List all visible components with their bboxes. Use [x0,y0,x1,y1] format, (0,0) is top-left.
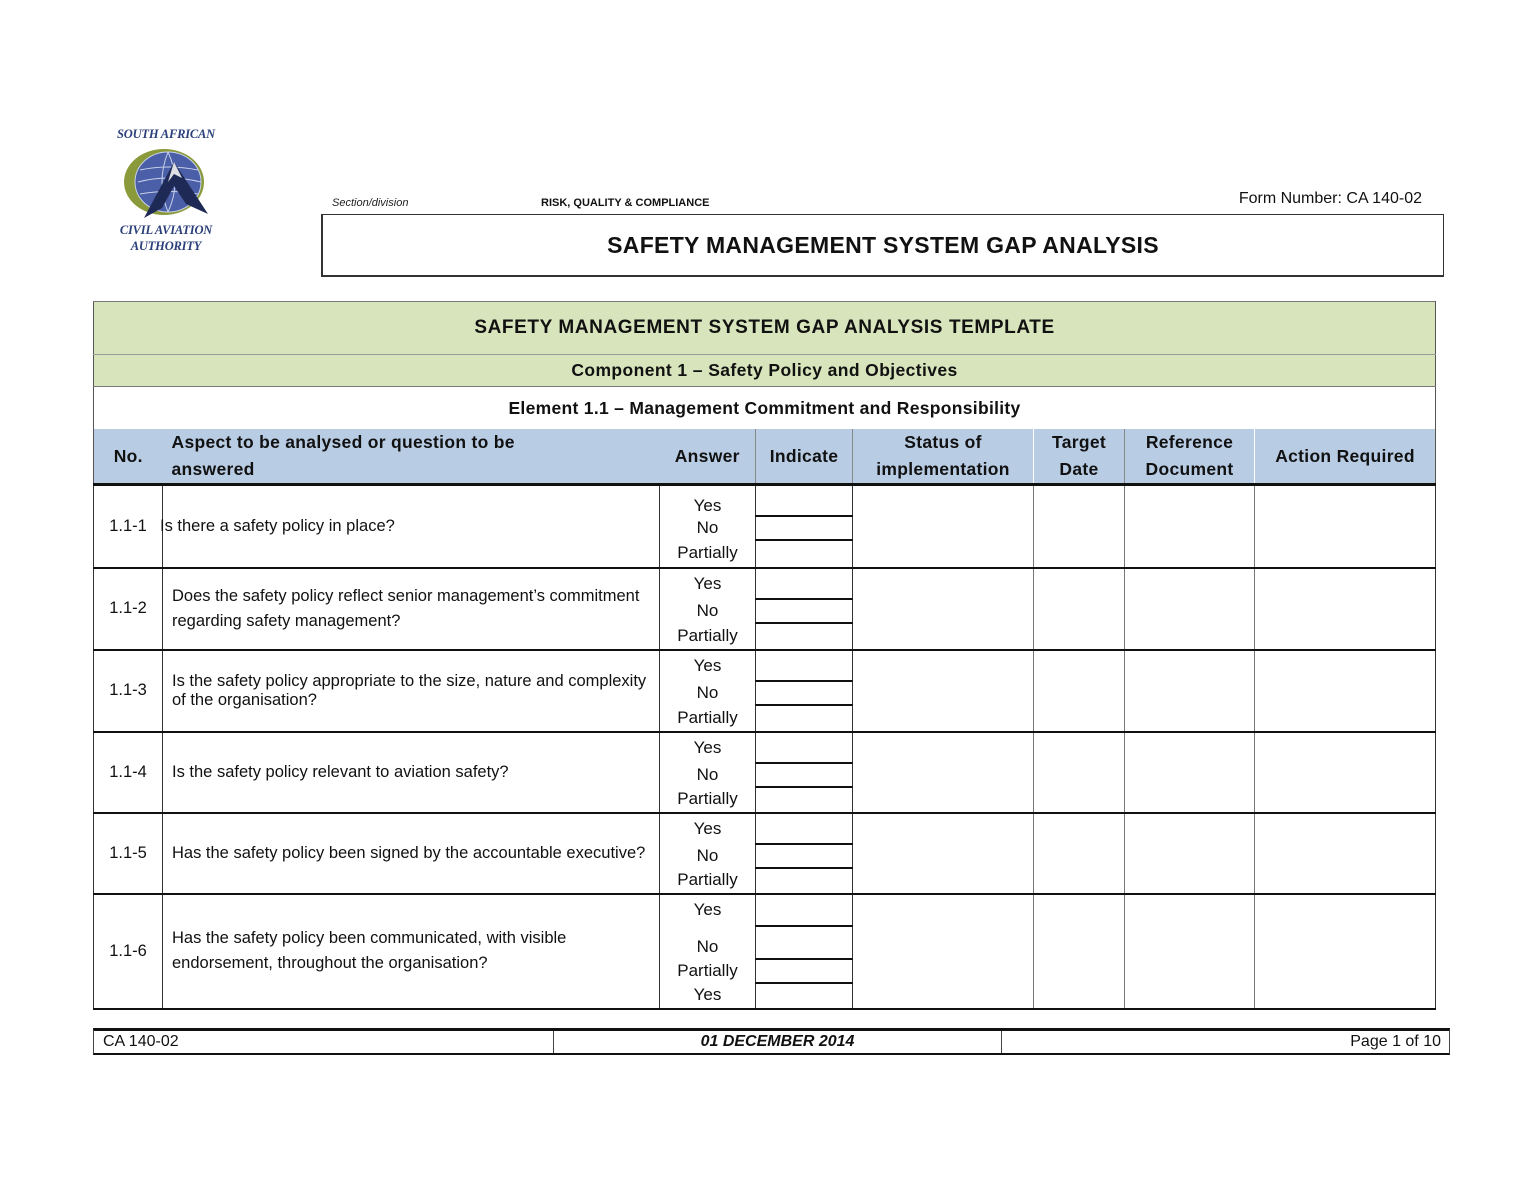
answer-option: No [660,599,756,623]
table-header-row [94,429,1436,485]
section-label: Section/division [332,197,409,209]
col-header-target-date: Target Date [1034,429,1125,485]
reference-cell[interactable] [1125,650,1255,732]
form-number: Form Number: CA 140-02 [1238,190,1422,207]
row-number: 1.1-3 [94,650,163,732]
logo-text-line-1: CIVIL AVIATION [119,223,213,237]
answer-option: Yes [660,485,756,516]
footer-page-number: Page 1 of 10 [1350,1033,1441,1050]
status-cell[interactable] [853,732,1034,813]
row-number: 1.1-5 [94,813,163,894]
row-question: Is the safety policy appropriate to the size, nature and complexity of the organisation? [163,650,660,732]
table-row [94,568,1436,599]
row-number: 1.1-6 [94,894,163,1009]
answer-option: Partially [660,540,756,568]
caa-logo [108,124,224,264]
status-cell[interactable] [853,485,1034,568]
row-question: Has the safety policy been communicated, with visible endorsement, throughout the organisation? [163,894,660,1009]
action-cell[interactable] [1255,894,1436,1009]
indicate-cell[interactable] [756,623,853,650]
table-row [94,813,1436,844]
document-title: SAFETY MANAGEMENT SYSTEM GAP ANALYSIS [607,231,1159,258]
indicate-cell[interactable] [756,983,853,1009]
indicate-cell[interactable] [756,568,853,599]
status-cell[interactable] [853,813,1034,894]
target-date-cell[interactable] [1034,650,1125,732]
target-date-cell[interactable] [1034,485,1125,568]
indicate-cell[interactable] [756,926,853,959]
indicate-cell[interactable] [756,844,853,868]
answer-option: Yes [660,983,756,1009]
answer-option: Partially [660,868,756,894]
footer-doc-code: CA 140-02 [94,1031,554,1053]
answer-option: No [660,763,756,787]
status-cell[interactable] [853,894,1034,1009]
row-number: 1.1-2 [94,568,163,650]
table-row [94,732,1436,763]
answer-option: Yes [660,813,756,844]
answer-option: No [660,926,756,959]
col-header-answer: Answer [660,429,756,485]
col-header-no: No. [94,429,163,485]
indicate-cell[interactable] [756,894,853,926]
template-title: SAFETY MANAGEMENT SYSTEM GAP ANALYSIS TEMPLATE [94,302,1436,355]
table-row [94,650,1436,681]
answer-option: Yes [660,568,756,599]
element-title: Element 1.1 – Management Commitment and Responsibility [94,387,1436,430]
answer-option: Yes [660,732,756,763]
reference-cell[interactable] [1125,732,1255,813]
indicate-cell[interactable] [756,650,853,681]
target-date-cell[interactable] [1034,894,1125,1009]
row-question: Has the safety policy been signed by the accountable executive? [163,813,660,894]
action-cell[interactable] [1255,485,1436,568]
indicate-cell[interactable] [756,959,853,983]
row-question: Is there a safety policy in place? [163,485,660,568]
answer-option: Partially [660,959,756,983]
footer-date: 01 DECEMBER 2014 [554,1031,1002,1053]
globe-mountain-icon [116,144,216,224]
col-header-action: Action Required [1255,429,1436,485]
row-number: 1.1-1 [94,485,163,568]
indicate-cell[interactable] [756,540,853,568]
answer-option: No [660,516,756,540]
action-cell[interactable] [1255,568,1436,650]
indicate-cell[interactable] [756,516,853,540]
reference-cell[interactable] [1125,813,1255,894]
row-number: 1.1-4 [94,732,163,813]
page-footer [93,1028,1450,1055]
row-question: Is the safety policy relevant to aviation safety? [163,732,660,813]
answer-option: Yes [660,894,756,926]
reference-cell[interactable] [1125,568,1255,650]
indicate-cell[interactable] [756,705,853,732]
table-row [94,894,1436,926]
answer-option: Partially [660,705,756,732]
component-title: Component 1 – Safety Policy and Objectives [94,355,1436,387]
indicate-cell[interactable] [756,813,853,844]
action-cell[interactable] [1255,732,1436,813]
indicate-cell[interactable] [756,732,853,763]
indicate-cell[interactable] [756,485,853,516]
target-date-cell[interactable] [1034,813,1125,894]
reference-cell[interactable] [1125,485,1255,568]
indicate-cell[interactable] [756,763,853,787]
reference-cell[interactable] [1125,894,1255,1009]
logo-text-line-2: AUTHORITY [130,239,202,253]
indicate-cell[interactable] [756,787,853,813]
section-value: RISK, QUALITY & COMPLIANCE [541,197,710,209]
col-header-indicate: Indicate [756,429,853,485]
gap-analysis-table [93,301,1436,1010]
target-date-cell[interactable] [1034,568,1125,650]
table-row [94,485,1436,516]
indicate-cell[interactable] [756,868,853,894]
indicate-cell[interactable] [756,681,853,705]
answer-option: Yes [660,650,756,681]
status-cell[interactable] [853,568,1034,650]
action-cell[interactable] [1255,813,1436,894]
answer-option: Partially [660,787,756,813]
answer-option: No [660,844,756,868]
answer-option: Partially [660,623,756,650]
action-cell[interactable] [1255,650,1436,732]
row-question: Does the safety policy reflect senior management’s commitment regarding safety management? [163,568,660,650]
document-title-box [321,214,1444,277]
col-header-reference: Reference Document [1125,429,1255,485]
col-header-status: Status of implementation [853,429,1034,485]
logo-text-top: SOUTH AFRICAN [116,127,215,141]
indicate-cell[interactable] [756,599,853,623]
status-cell[interactable] [853,650,1034,732]
answer-option: No [660,681,756,705]
target-date-cell[interactable] [1034,732,1125,813]
col-header-aspect: Aspect to be analysed or question to be answered [163,429,660,485]
